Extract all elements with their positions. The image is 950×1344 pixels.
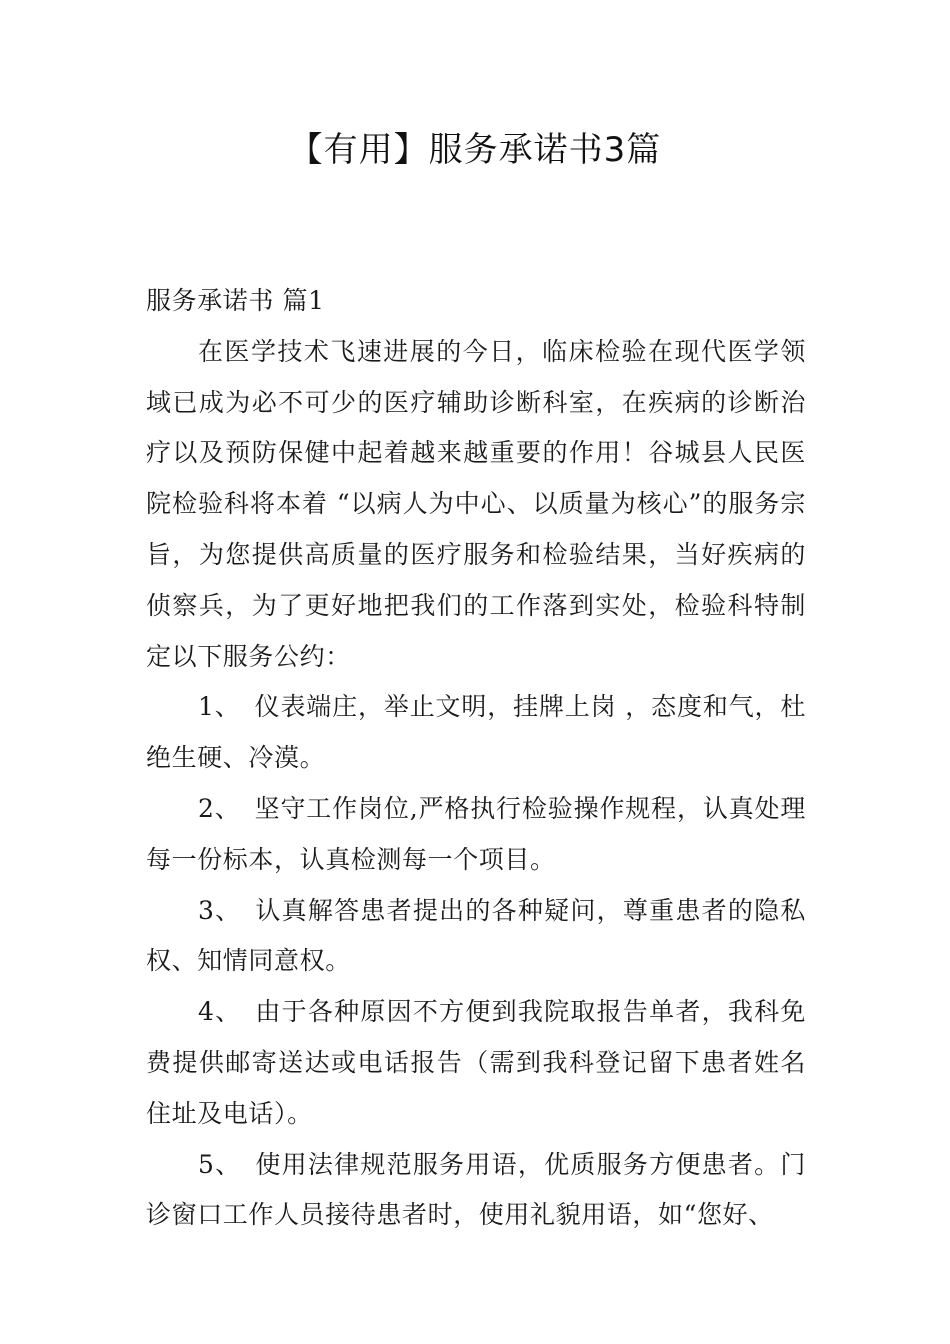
item-number: 1、 [198,692,241,722]
document-title: 【有用】服务承诺书3篇 [288,130,662,170]
list-item [146,682,806,784]
list-item [146,987,806,1139]
item-number: 5、 [198,1149,242,1179]
intro-paragraph: 在医学技术飞速进展的今日，临床检验在现代医学领域已成为必不可少的医疗辅助诊断科室，在疾病的诊断治疗以及预防保健中起着越来越重要的作用！谷城县人民医院检验科将本着 “以病人为中心、以质量为核心”的服务宗旨，为您提供高质量的医疗服务和检验结果，当好疾病的侦察兵，为了更好地把我们的工作落到实处，检验科特制定以下服务公约： [146,336,806,671]
item-text: 坚守工作岗位,严格执行检验操作规程，认真处理每一份标本，认真检测每一个项目。 [146,793,806,874]
item-number: 2、 [198,793,241,823]
section-heading: 服务承诺书 篇1 [146,286,325,315]
item-text: 使用法律规范服务用语，优质服务方便患者。门诊窗口工作人员接待患者时，使用礼貌用语，如“您好、 [146,1149,806,1230]
item-text: 认真解答患者提出的各种疑问，尊重患者的隐私权、知情同意权。 [146,895,806,976]
item-number: 3、 [198,895,242,925]
list-item [146,784,806,886]
item-text: 仪表端庄，举止文明，挂牌上岗 ，态度和气，杜绝生硬、冷漠。 [146,692,806,773]
item-text: 由于各种原因不方便到我院取报告单者，我科免费提供邮寄送达或电话报告（需到我科登记留下患者姓名住址及电话）。 [146,997,806,1128]
list-item [146,1140,806,1242]
list-item [146,886,806,988]
document-body [146,276,806,1241]
item-number: 4、 [198,997,242,1027]
